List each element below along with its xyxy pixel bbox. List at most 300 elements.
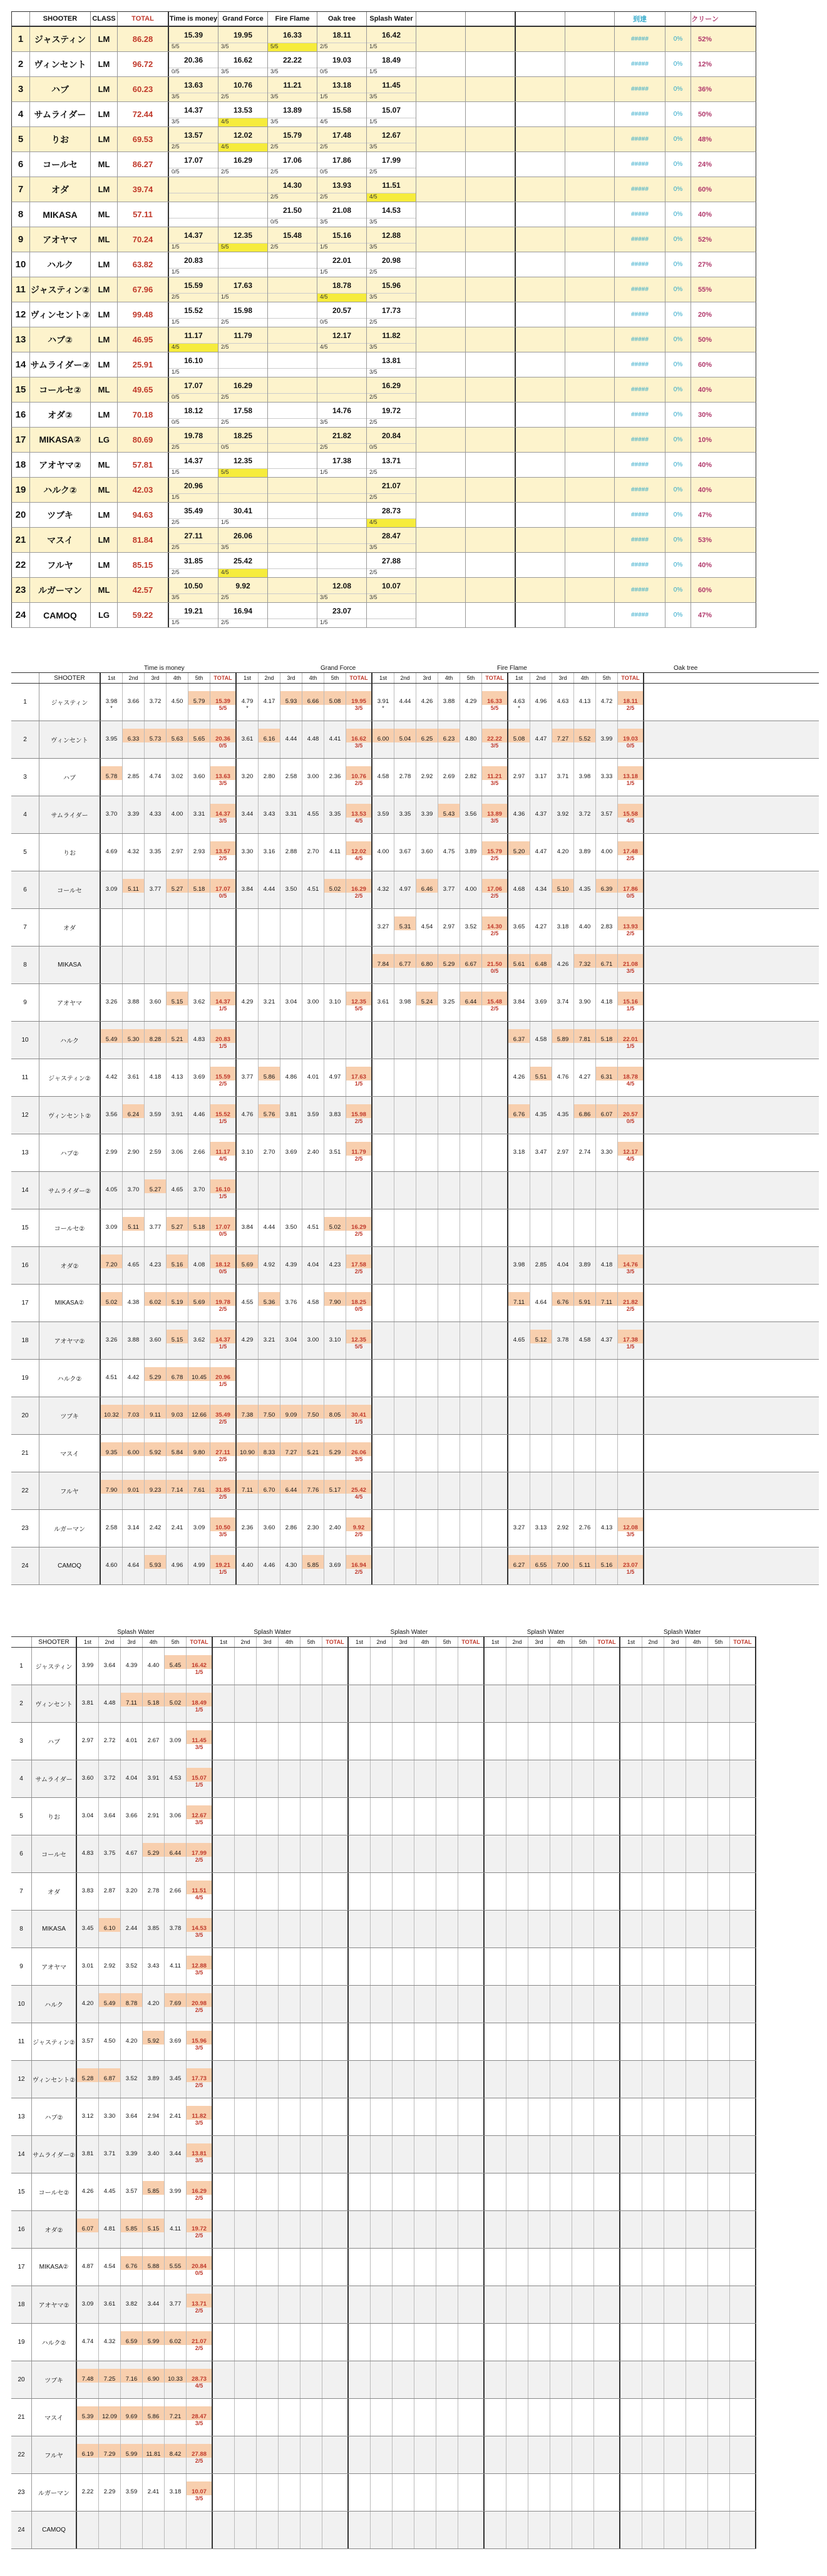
event-group <box>485 2399 620 2436</box>
shot-cell <box>143 2061 165 2098</box>
event-group <box>213 1798 349 1835</box>
stage-total-time <box>346 1367 371 1381</box>
shot-time <box>257 2143 278 2157</box>
shooter-name: サムライダー② <box>32 2136 77 2173</box>
shooter-name: MIKASA② <box>30 428 91 452</box>
subheader-cell: 2nd <box>99 1637 121 1647</box>
shot-time: 5.08 <box>508 729 530 742</box>
blank-cell <box>416 603 466 627</box>
event-group <box>237 1097 372 1134</box>
stage-total-time <box>618 1480 643 1494</box>
shot-mark <box>530 855 552 863</box>
shot-cell <box>574 1247 596 1284</box>
shot-mark <box>101 1494 122 1501</box>
header-grand-force: Grand Force <box>218 12 268 26</box>
shot-cell <box>300 2512 322 2548</box>
event-score <box>268 443 317 452</box>
shot-time <box>460 1217 481 1231</box>
event-group <box>620 2249 756 2286</box>
shot-cell <box>436 1760 458 1797</box>
row-number: 23 <box>12 578 30 602</box>
shot-mark <box>552 1306 573 1313</box>
shot-mark <box>708 2045 729 2052</box>
shot-mark <box>235 1706 256 1714</box>
shot-time <box>485 2369 506 2383</box>
shot-cell <box>438 796 460 833</box>
stage-total-score: 2/5 <box>354 1569 363 1575</box>
shot-mark <box>664 2420 686 2428</box>
shot-cell <box>188 1397 210 1434</box>
shot-cell <box>279 1948 300 1985</box>
shooter-name: MIKASA <box>32 1911 77 1947</box>
detail-row <box>11 1547 819 1585</box>
shot-mark <box>101 930 122 938</box>
shot-mark <box>642 1669 664 1676</box>
blank-cell <box>565 578 615 602</box>
shot-mark <box>460 705 481 712</box>
stage-total-score: 0/5 <box>626 893 635 899</box>
reach-percent: 0% <box>665 403 691 427</box>
shot-cell <box>235 1685 257 1722</box>
shot-mark <box>414 1969 436 1977</box>
shot-mark <box>123 1531 144 1539</box>
shot-mark <box>394 1306 416 1313</box>
event-cell <box>218 202 268 227</box>
shot-cell <box>506 2136 528 2173</box>
shooter-name: ハブ <box>39 759 101 796</box>
shot-time: 4.04 <box>125 1775 138 1782</box>
shot-cell <box>572 2399 594 2436</box>
row-number: 16 <box>12 403 30 427</box>
row-number: 22 <box>11 1472 39 1509</box>
shot-mark: * <box>382 705 384 711</box>
event-score: 4/5 <box>367 518 416 527</box>
stage-total-score: 2/5 <box>354 1231 363 1237</box>
stage-total-time <box>618 1405 643 1419</box>
event-group <box>77 2061 213 2098</box>
shooter-name: オダ <box>39 909 101 946</box>
stage-total-time <box>730 1693 755 1706</box>
shot-time <box>664 2406 686 2420</box>
stage-total-score <box>346 1043 371 1050</box>
blank-cell <box>416 428 466 452</box>
shot-time: 4.35 <box>578 886 591 893</box>
shot-time <box>259 1179 280 1193</box>
shot-time: 3.52 <box>125 1963 138 1969</box>
shot-cell <box>99 2023 121 2060</box>
shot-cell <box>302 1247 324 1284</box>
shot-mark <box>620 2383 642 2390</box>
event-score: 1/5 <box>317 468 366 477</box>
shot-mark <box>686 2458 707 2465</box>
event-group <box>213 2023 349 2060</box>
shot-time: 3.14 <box>127 1524 140 1531</box>
shot-mark <box>394 1118 416 1126</box>
shot-time <box>528 1655 550 1669</box>
shot-mark <box>552 893 573 900</box>
subheader-group <box>485 1637 620 1647</box>
shot-mark <box>77 2045 98 2052</box>
stage-total-time: 13.71 <box>187 2294 212 2307</box>
shot-time <box>416 1179 438 1193</box>
stage-total-score: 0/5 <box>195 2270 203 2276</box>
shot-mark <box>620 1782 642 1789</box>
shot-time <box>708 2031 729 2045</box>
shot-cell <box>121 2399 143 2436</box>
shot-cell <box>414 2249 436 2286</box>
shot-time <box>371 2256 392 2270</box>
shot-mark <box>620 1819 642 1827</box>
row-number: 24 <box>12 603 30 627</box>
shot-time: 4.23 <box>149 1261 162 1268</box>
shot-mark <box>237 1494 258 1501</box>
shot-mark <box>302 1193 324 1201</box>
shot-time <box>300 2181 322 2195</box>
shot-cell <box>145 909 167 946</box>
shooter-name: ヴィンセント <box>39 721 101 758</box>
stage-total-time <box>458 2106 483 2120</box>
shot-mark <box>574 705 595 712</box>
stage-total-time: 20.57 <box>618 1104 643 1118</box>
shot-time <box>213 2068 234 2082</box>
shot-mark <box>300 1969 322 1977</box>
shot-cell <box>165 1760 187 1797</box>
shot-time <box>708 1956 729 1969</box>
shot-time: 3.62 <box>193 1337 205 1343</box>
summary-header-row <box>11 11 756 27</box>
subheader-cell: 4th <box>686 1637 708 1647</box>
shot-mark: * <box>110 705 113 711</box>
shot-mark <box>259 1569 280 1576</box>
shot-time <box>485 2406 506 2420</box>
shot-time: 3.09 <box>81 2301 94 2307</box>
reach-stat: ##### <box>615 503 665 527</box>
event-cell <box>218 127 268 151</box>
shot-time <box>257 1655 278 1669</box>
shot-time <box>550 1843 572 1857</box>
shot-mark <box>485 1819 506 1827</box>
reach-percent: 0% <box>665 27 691 51</box>
stage-total-score <box>730 2270 755 2277</box>
shot-time <box>393 1768 414 1782</box>
shot-mark <box>550 2495 572 2503</box>
shot-cell <box>235 2061 257 2098</box>
shot-cell <box>123 1172 145 1209</box>
shot-time <box>686 1655 707 1669</box>
shot-mark <box>438 1005 460 1013</box>
shot-cell <box>188 796 210 833</box>
shot-time: 4.18 <box>600 1261 613 1268</box>
event-time: 18.11 <box>332 30 351 39</box>
row-number: 20 <box>12 503 30 527</box>
total-time: 63.82 <box>118 252 169 277</box>
shot-time: 7.11 <box>596 1292 617 1306</box>
shot-time <box>416 1217 438 1231</box>
shooter-class: ML <box>91 478 118 502</box>
shot-cell <box>167 871 188 908</box>
stage-total-score: 2/5 <box>490 855 499 861</box>
event-cell <box>268 102 317 126</box>
shot-cell <box>416 947 438 983</box>
shot-cell <box>393 2512 414 2548</box>
event-time: 13.18 <box>332 80 352 90</box>
shot-cell <box>324 871 346 908</box>
shot-cell <box>414 2211 436 2248</box>
shot-mark <box>280 742 302 750</box>
shot-time: 6.00 <box>372 729 394 742</box>
shot-time: 7.20 <box>101 1255 122 1268</box>
stage-total-score: 2/5 <box>195 2082 203 2088</box>
clean-percent: 60% <box>697 586 712 594</box>
shot-time: 3.06 <box>169 1812 182 1819</box>
header-blank <box>416 12 466 26</box>
shot-cell <box>572 2023 594 2060</box>
shot-time: 3.92 <box>557 811 569 818</box>
event-group <box>101 1285 237 1321</box>
stage-total-score <box>618 1456 643 1464</box>
shot-time <box>372 1367 394 1381</box>
shot-cell <box>279 2324 300 2361</box>
shot-cell <box>99 1873 121 1910</box>
shot-time: 5.19 <box>167 1292 188 1306</box>
shot-time <box>550 1993 572 2007</box>
event-score <box>268 418 317 427</box>
shot-time: 4.63 <box>513 698 525 705</box>
stage-total-time <box>594 2406 619 2420</box>
stage-total <box>730 1760 755 1797</box>
shot-time: 3.91 <box>377 698 389 705</box>
shot-time <box>686 2369 707 2383</box>
shot-time: 4.75 <box>443 848 455 855</box>
stage-total <box>618 684 643 721</box>
shot-cell <box>121 1835 143 1872</box>
shot-mark <box>506 2495 528 2503</box>
shot-mark <box>259 705 280 712</box>
shot-time: 4.65 <box>513 1337 525 1343</box>
stage-total <box>730 2211 755 2248</box>
stage-total <box>618 1022 643 1059</box>
stage-total-time <box>322 2181 347 2195</box>
shot-cell <box>145 1510 167 1547</box>
shot-mark <box>438 1343 460 1351</box>
event-score <box>317 568 366 577</box>
shot-time: 5.11 <box>574 1555 595 1569</box>
shot-mark <box>530 1080 552 1088</box>
shot-cell <box>506 1835 528 1872</box>
shot-cell <box>237 1435 259 1472</box>
splash-row <box>11 1873 756 1911</box>
shot-mark <box>708 2270 729 2277</box>
shot-time <box>436 2143 458 2157</box>
shot-cell <box>259 1059 280 1096</box>
shot-cell <box>414 2098 436 2135</box>
shot-cell <box>596 1209 618 1246</box>
stage-total-time <box>730 2143 755 2157</box>
shot-time <box>436 1805 458 1819</box>
shot-time: 4.32 <box>103 2338 116 2345</box>
shot-cell <box>528 2136 550 2173</box>
shot-cell <box>235 2023 257 2060</box>
shot-cell <box>620 2098 642 2135</box>
shot-mark <box>528 2307 550 2315</box>
shot-time <box>664 2068 686 2082</box>
shooter-name: りお <box>32 1798 77 1835</box>
shot-time: 3.61 <box>377 998 389 1005</box>
header-splash-water: Splash Water <box>367 12 416 26</box>
shot-time: 3.82 <box>125 2301 138 2307</box>
shot-mark <box>324 1343 346 1351</box>
shot-mark <box>123 1193 144 1201</box>
shot-cell <box>394 1134 416 1171</box>
shot-time <box>393 1993 414 2007</box>
event-group <box>620 2211 756 2248</box>
stage-total <box>458 2023 483 2060</box>
shooter-name: コールセ② <box>30 377 91 402</box>
shot-cell <box>372 1022 394 1059</box>
event-time <box>268 503 317 518</box>
stage-total-time: 19.21 <box>210 1555 235 1569</box>
shot-cell <box>508 947 530 983</box>
shot-time <box>414 2519 436 2533</box>
shot-cell <box>99 2436 121 2473</box>
event-cell <box>218 52 268 76</box>
header-blank <box>665 12 691 26</box>
shot-mark <box>508 1156 530 1163</box>
shot-time <box>371 2444 392 2458</box>
shot-mark <box>349 1782 370 1789</box>
shot-mark <box>414 2120 436 2127</box>
shot-cell <box>550 2361 572 2398</box>
shot-mark <box>99 2232 120 2240</box>
shot-time <box>394 1067 416 1080</box>
shot-cell <box>664 2023 686 2060</box>
shot-cell <box>485 1948 506 1985</box>
stage-total <box>322 2399 347 2436</box>
stage-total <box>187 1873 212 1910</box>
shot-time: 4.79 <box>241 698 254 705</box>
shot-cell <box>436 1911 458 1947</box>
event-cell <box>268 553 317 577</box>
shot-cell <box>235 2512 257 2548</box>
shot-mark <box>485 2458 506 2465</box>
shot-mark <box>414 2157 436 2165</box>
shot-mark <box>642 2232 664 2240</box>
stage-total <box>210 947 235 983</box>
event-group <box>508 1022 644 1059</box>
shot-time <box>300 1843 322 1857</box>
stage-total <box>458 1873 483 1910</box>
shot-cell <box>664 2324 686 2361</box>
shot-mark <box>372 1080 394 1088</box>
shot-time <box>371 1956 392 1969</box>
stage-total <box>618 1510 643 1547</box>
stage-total-score: 1/5 <box>626 1343 635 1350</box>
shot-time <box>460 1330 481 1343</box>
shot-cell <box>99 2061 121 2098</box>
shot-mark <box>416 742 438 750</box>
stage-total-score <box>730 1706 755 1714</box>
shot-cell <box>101 984 123 1021</box>
shot-mark <box>416 930 438 938</box>
event-cell <box>169 252 218 277</box>
shot-time <box>664 2181 686 2195</box>
row-number: 21 <box>12 528 30 552</box>
stage-total <box>210 834 235 871</box>
event-group <box>237 1022 372 1059</box>
shot-time <box>436 2256 458 2270</box>
event-score <box>268 493 317 502</box>
shot-time <box>235 2331 256 2345</box>
shot-mark <box>280 930 302 938</box>
shooter-name: ヴィンセント② <box>39 1097 101 1134</box>
shot-mark <box>280 1531 302 1539</box>
detail-table <box>11 664 819 1585</box>
reach-stat: ##### <box>615 403 665 427</box>
stage-total <box>730 2324 755 2361</box>
blank-cell <box>466 127 516 151</box>
shot-time: 3.01 <box>81 1963 94 1969</box>
shot-mark <box>259 1156 280 1163</box>
shot-cell <box>101 1134 123 1171</box>
event-group <box>213 2399 349 2436</box>
stage-total-score <box>482 1456 507 1464</box>
shot-time <box>572 1730 593 1744</box>
stage-total <box>210 1472 235 1509</box>
shooter-class: LG <box>91 428 118 452</box>
shot-mark <box>508 1043 530 1050</box>
shot-cell <box>438 721 460 758</box>
shot-time <box>372 1179 394 1193</box>
shot-cell <box>101 1172 123 1209</box>
event-group <box>372 871 508 908</box>
shot-cell <box>438 984 460 1021</box>
blank-cell <box>416 578 466 602</box>
shot-cell <box>302 834 324 871</box>
shot-cell <box>165 2061 187 2098</box>
shot-cell <box>302 909 324 946</box>
shot-mark <box>372 780 394 788</box>
shot-cell <box>237 1059 259 1096</box>
shot-time <box>550 2181 572 2195</box>
event-score: 3/5 <box>218 43 267 51</box>
event-cell <box>317 453 367 477</box>
shot-mark <box>508 1268 530 1276</box>
shot-time <box>393 1918 414 1932</box>
shooter-name: CAMOQ <box>32 2512 77 2548</box>
shot-mark <box>280 1381 302 1388</box>
shot-time <box>460 1442 481 1456</box>
shot-time: 4.97 <box>329 1074 341 1080</box>
shot-cell <box>121 2211 143 2248</box>
stage-total-score <box>482 1043 507 1050</box>
shot-mark <box>393 2232 414 2240</box>
shot-time: 3.39 <box>125 2150 138 2157</box>
event-cell <box>169 327 218 352</box>
shot-cell <box>372 796 394 833</box>
shot-mark <box>279 1857 300 1864</box>
shot-cell <box>664 2512 686 2548</box>
shooter-name: ジャスティン <box>39 684 101 721</box>
event-cell <box>317 77 367 101</box>
shot-mark <box>371 2195 392 2202</box>
shot-time <box>280 954 302 968</box>
shot-time <box>279 1805 300 1819</box>
shot-time: 3.66 <box>125 1812 138 1819</box>
shot-time: 2.78 <box>399 773 411 780</box>
shot-mark <box>416 780 438 788</box>
event-score <box>218 193 267 202</box>
shooter-name: ジャスティン <box>32 1648 77 1685</box>
